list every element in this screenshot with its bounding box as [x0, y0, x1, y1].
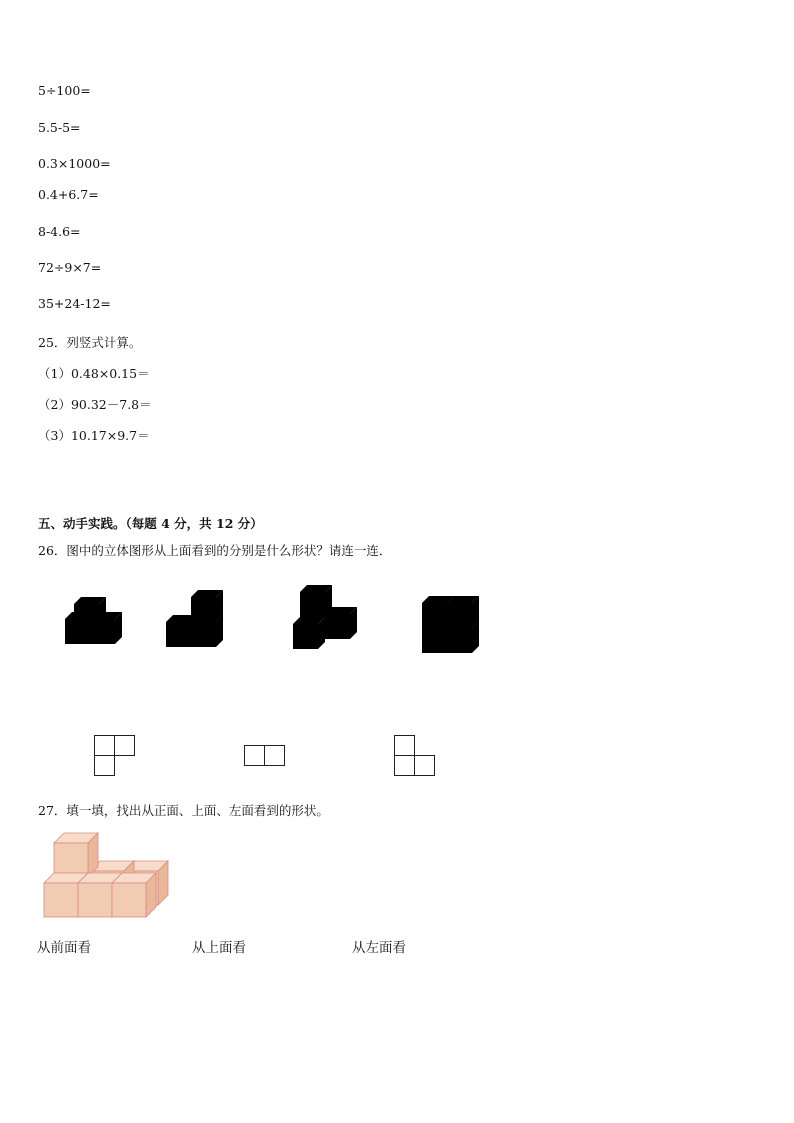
- question-25-item: （1）0.48×0.15＝: [38, 366, 150, 381]
- view-label-top: 从上面看: [192, 940, 246, 956]
- question-26-title: 26．图中的立体图形从上面看到的分别是什么形状？请连一连．: [38, 543, 392, 558]
- arithmetic-item: 8-4.6=: [38, 224, 81, 239]
- top-view-shape-2: [244, 745, 286, 767]
- question-27-title: 27．填一填，找出从正面、上面、左面看到的形状。: [38, 803, 329, 818]
- arithmetic-item: 5÷100=: [38, 83, 91, 98]
- arithmetic-item: 72÷9×7=: [38, 260, 102, 275]
- arithmetic-item: 0.4+6.7=: [38, 187, 99, 202]
- solid-figure-1: [60, 600, 130, 652]
- section-5-heading: 五、动手实践。（每题 4 分，共 12 分）: [38, 516, 263, 531]
- arithmetic-item: 0.3×1000=: [38, 156, 111, 171]
- top-view-shape-1: [94, 735, 136, 777]
- view-label-left: 从左面看: [352, 940, 406, 956]
- arithmetic-item: 5.5-5=: [38, 120, 81, 135]
- block: [112, 873, 156, 917]
- question-25-item: （2）90.32－7.8＝: [38, 397, 152, 412]
- solid-figure-3: [288, 582, 368, 654]
- arithmetic-item: 35+24-12=: [38, 296, 111, 311]
- top-view-shape-3: [394, 735, 436, 777]
- solid-figure-4: [418, 592, 488, 658]
- block: [54, 833, 98, 877]
- question-25-item: （3）10.17×9.7＝: [38, 428, 150, 443]
- view-label-front: 从前面看: [37, 940, 91, 956]
- question-25-title: 25．列竖式计算。: [38, 335, 142, 350]
- solid-figure-2: [160, 586, 230, 652]
- colored-block-figure: [40, 828, 174, 924]
